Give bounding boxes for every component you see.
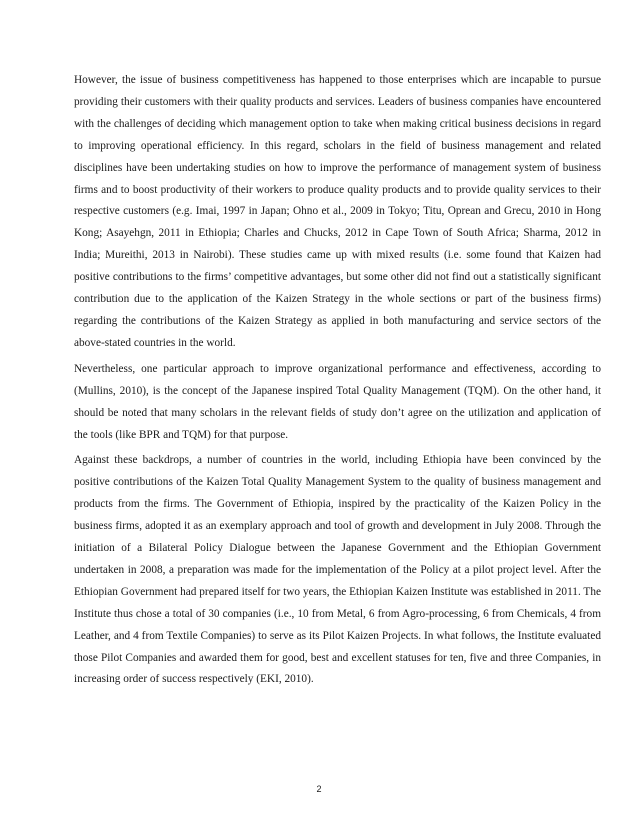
paragraph-tqm-approach: Nevertheless, one particular approach to improve organizational performance and effectiveness, according to (Mullins, 2010), is the concept of the Japanese inspired Total Quality Management (TQM). On the other hand, it should be noted that many scholars in the relevant fields of study don’t agree on the utilization and application of the tools (like BPR and TQM) for that purpose. bbox=[74, 362, 601, 441]
body-text bbox=[74, 70, 601, 695]
paragraph-ethiopia-kaizen: Against these backdrops, a number of countries in the world, including Ethiopia have been convinced by the positive contributions of the Kaizen Total Quality Management System to the quality of business management and products from the firms. The Government of Ethiopia, inspired by the practicality of the Kaizen Policy in the business firms, adopted it as an exemplary approach and tool of growth and development in July 2008. Through the initiation of a Bilateral Policy Dialogue between the Japanese Government and the Ethiopian Government undertaken in 2008, a preparation was made for the implementation of the Policy at a pilot project level. After the Ethiopian Government had prepared itself for two years, the Ethiopian Kaizen Institute was established in 2011. The Institute thus chose a total of 30 companies (i.e., 10 from Metal, 6 from Agro-processing, 6 from Chemicals, 4 from Leather, and 4 from Textile Companies) to serve as its Pilot Kaizen Projects. In what follows, the Institute evaluated those Pilot Companies and awarded them for good, best and excellent statuses for ten, five and three Companies, in increasing order of success respectively (EKI, 2010). bbox=[74, 454, 601, 686]
page-number: 2 bbox=[316, 784, 322, 794]
paragraph-business-competitiveness: However, the issue of business competitiveness has happened to those enterprises which are incapable to pursue providing their customers with their quality products and services. Leaders of business companies have encountered with the challenges of deciding which management option to take when making critical business decisions in regard to improving operational efficiency. In this regard, scholars in the field of business management and related disciplines have been undertaking studies on how to improve the performance of management system of business firms and to boost productivity of their workers to produce quality products and to provide quality services to their respective customers (e.g. Imai, 1997 in Japan; Ohno et al., 2009 in Tokyo; Titu, Oprean and Grecu, 2010 in Hong Kong; Asayehgn, 2011 in Ethiopia; Charles and Chucks, 2012 in Cape Town of South Africa; Sharma, 2012 in India; Mureithi, 2013 in Nairobi). These studies came up with mixed results (i.e. some found that Kaizen had positive contributions to the firms’ competitive advantages, but some other did not find out a statistically significant contribution due to the application of the Kaizen Strategy in the whole sections or part of the business firms) regarding the contributions of the Kaizen Strategy as applied in both manufacturing and service sectors of the above-stated countries in the world. bbox=[74, 74, 601, 349]
